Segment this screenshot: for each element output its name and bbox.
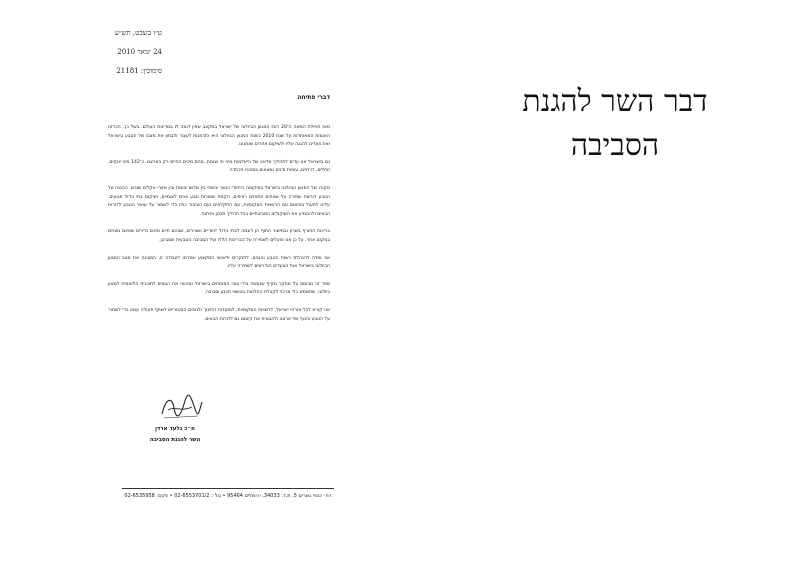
paragraph: מאז תחילת המאה ה־20 רוכז המגוון הביולוגי של ישראל במקצב שאין דומה לו במדינות העולם. בשל כך, הכרזת האומות המאוחדות על שנת 2010 כשנת המגוון הביולוגי היא הזדמנות לעצור ולבחון את מצבו של הטבע בישראל ואת צעדינו להגנה עליו ולשיקום אזורים שנפגעו. (108, 125, 330, 148)
signer-title: השר להגנת הסביבה (149, 437, 201, 443)
signer-block (140, 424, 210, 446)
handwritten-signature (158, 392, 204, 422)
footer-divider (122, 488, 334, 489)
footer-contact: רח׳ כנפי נשרים 5, ת.ד. 34033, ירושלים 95464 • טל׳: 02-6553701/2 • פקס: 02-6535958 (124, 493, 332, 499)
hebrew-date: ט״ו בשבט, תש״ע (114, 29, 162, 37)
paragraph: מקורו של המגוון הביולוגי בישראל במיקומה הייחודי כגשר יבשתי בין שלוש יבשות ובין אזורי אקלים שונים. ההגנה על הטבע דורשת שמירה על שטחים פתוחים רציפים, הקמת שמורות טבע וגנים לאומיים, ושיקום בתי גידול פגועים. עלינו לפעול בתיאום עם הרשויות המקומיות, עם החקלאים ועם הציבור כולו כדי לשמור על עושר הטבע לדורות הבאים ולהטמיע את השיקולים הסביבתיים בכל תהליך תכנון ופיתוח. (108, 185, 330, 217)
title-line-2: הסביבה (570, 128, 660, 163)
document-title (480, 80, 750, 168)
reference-number: סימוכין: 21181 (116, 67, 162, 75)
letter-meta (112, 24, 162, 81)
gregorian-date: 24 ינואר 2010 (117, 48, 162, 56)
title-line-1: דבר השר להגנת (522, 84, 708, 119)
paragraph: אני מודה להנהלת רשות הטבע והגנים, לחוקרים ולאנשי המקצוע שתרמו לעבודה זו, המציגה את מצב המגוון הביולוגי בישראל ואת הצעדים הנדרשים לשמירה עליו. (108, 255, 330, 270)
paragraph: ספר זה מבוסס על מחקר מקיף שנעשה בידי טובי המומחים בישראל ומהווה את הבסיס לתוכנית הלאומית למגוון ביולוגי, שתשמש כלי מרכזי לקבלת החלטות בנושאי תכנון וסביבה. (108, 281, 330, 296)
paragraph: אני קורא לכל אזרחי ישראל, לרשויות המקומיות, למוסדות החינוך ולגופים הציבוריים לשתף פעולה עמנו כדי לשמור על הטבע והנוף של ארצנו ולהבטיח את קיומם גם לדורות הבאים. (108, 307, 330, 322)
paragraph: בריכות החורף בשרון ובמישור החוף הן דוגמה לבתי גידול ייחודיים ושבירים, שבהם חיים מינים נדירים שאינם מצויים במקום אחר. על כן אנו פועלים לשמירה על הבריכות הללו ועל הסביבה הטבעית שסביבן. (108, 229, 330, 243)
letter-heading: דברי פתיחה (297, 94, 330, 101)
signer-name: ח״כ גלעד ארדן (155, 426, 195, 432)
letter-body (108, 124, 330, 333)
paragraph: גם בישראל אנו עדים לתהליך מדאיג של היעלמות מיני חי וצומח, מהם מינים החיים רק בארצנו. כ־142 מיני יונקים, זוחלים, דו־חיים, עופות ודגים נמצאים בסכנת הכחדה. (108, 159, 330, 174)
